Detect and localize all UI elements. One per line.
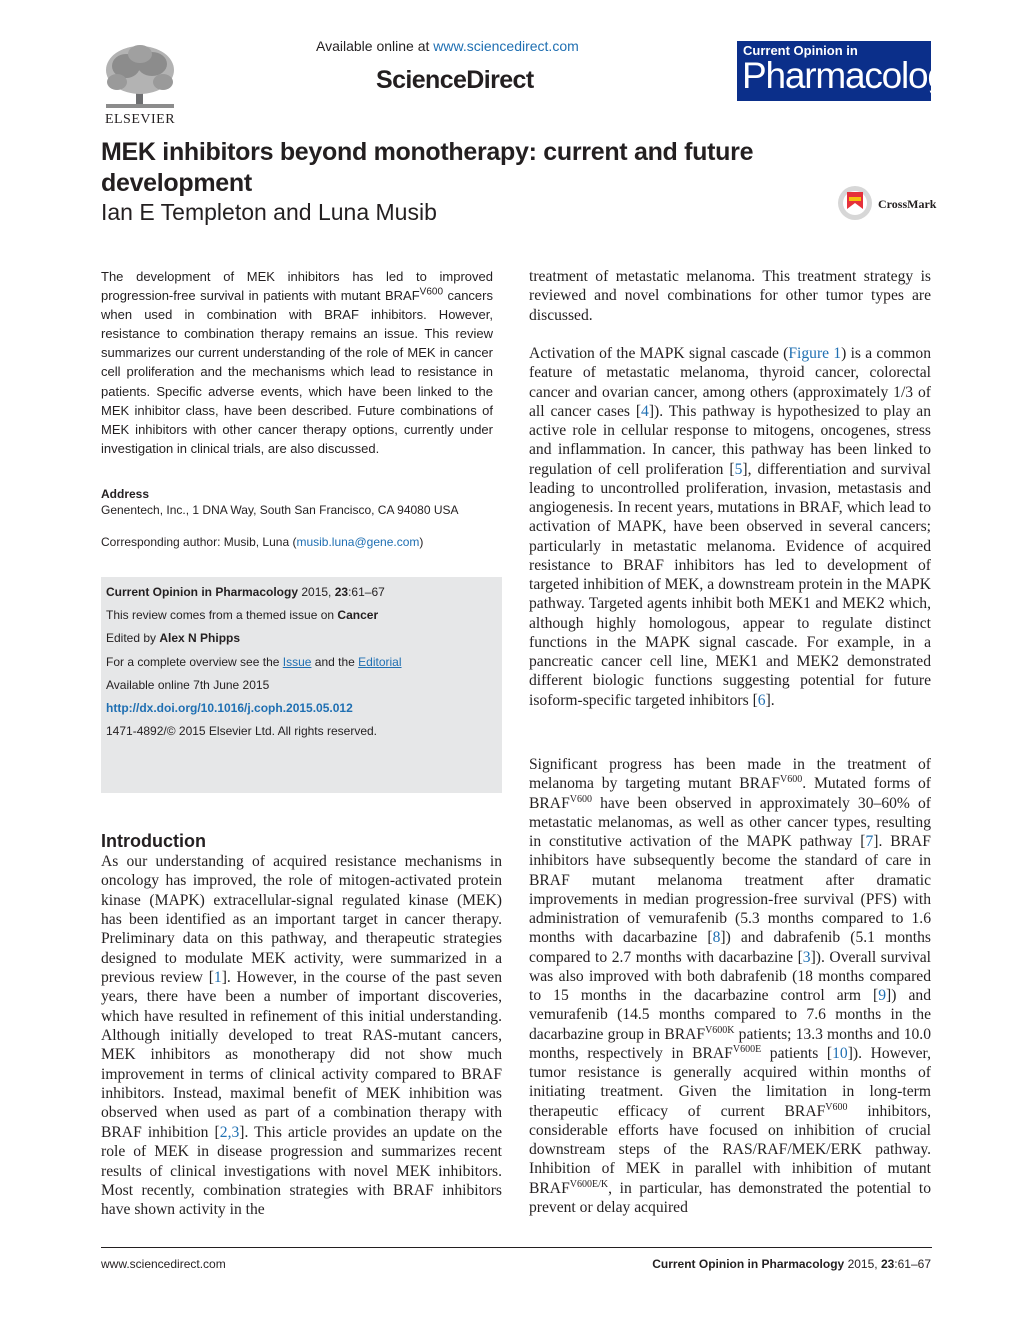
text-run: ], differentiation and survival leading to uncontrolled proliferation, invasion, metastasis and angiogenesis. In recent years, mutations in BRAF, which lead to activation of MAPK, have been observed in several cancers; particularly in metastatic melanoma. Evidence of acquired resistance to BRAF inhibitors has led to development of targeted inhibition of MEK, a downstream protein in the MAPK pathway. Targeted agents inhibit both MEK1 and MEK2 which, although highly homologous, appear to regulate distinct functions in the MAPK signal cascade. For example, in a pancreatic cancer cell line, MEK1 and MEK2 demonstrated different biologic functions suggesting potential for future isoform-specific targeted inhibitors [ xyxy=(529,460,931,709)
corresponding-author xyxy=(101,535,423,549)
footer-year: 2015, xyxy=(844,1257,881,1271)
text-run: Significant progress has been made in the treatment of melanoma by targeting mutant BRAF xyxy=(529,756,931,793)
address-heading: Address xyxy=(101,487,150,501)
editorial-link[interactable]: Editorial xyxy=(358,655,402,669)
crossmark-icon xyxy=(836,184,876,224)
text-run: , in particular, has demonstrated the potential to prevent or delay acquired xyxy=(529,1179,931,1216)
text-run: ]). This pathway is hypothesized to play an active role in cellular response to mitogens, oncogenes, stress and inflammation. In cancer, this pathway has been linked to regulation of cell proliferation [ xyxy=(529,402,931,478)
footer-pages: :61–67 xyxy=(894,1257,931,1271)
corresponding-prefix: Corresponding author: Musib, Luna ( xyxy=(101,535,297,549)
reference-link[interactable]: 6 xyxy=(757,691,766,709)
edited-prefix: Edited by xyxy=(106,631,160,645)
text-run: ) is a common feature of metastatic melanoma, thyroid cancer, colorectal cancer and ovarian cancer, among others (approximately 1/3 of all cancer cases [ xyxy=(529,345,931,420)
journal-logo-main: Pharmacology xyxy=(742,55,965,96)
text-run: As our understanding of acquired resistance mechanisms in oncology has improved, the role of mitogen-activated protein kinase (MAPK) extracellular-signal regulated kinase (MEK) has been identified as an important target in cancer therapy. Preliminary data on this pathway, and therapeutic strategies designed to modulate MEK activity, were summarized in a previous review [ xyxy=(101,853,502,987)
citation-pages: :61–67 xyxy=(348,585,385,599)
reference-link[interactable]: 1 xyxy=(213,969,222,987)
copyright-line: 1471-4892/© 2015 Elsevier Ltd. All rights reserved. xyxy=(106,724,377,738)
superscript: V600E xyxy=(732,1043,762,1055)
text-run: ]) and dabrafenib (5.1 months compared to 2.7 months with dacarbazine [ xyxy=(529,929,931,966)
right-paragraph-2 xyxy=(529,344,931,710)
publisher-wordmark: ELSEVIER xyxy=(104,112,176,127)
theme-prefix: This review comes from a themed issue on xyxy=(106,608,338,622)
reference-link[interactable]: 9 xyxy=(878,987,887,1004)
text-run: ]). However, tumor resistance is generally acquired within months of initiating treatment. Given the limitation in long-term therapeutic efficacy of current BRAF xyxy=(529,1044,932,1120)
superscript: V600 xyxy=(780,774,803,786)
text-run: Activation of the MAPK signal cascade ( xyxy=(529,345,789,362)
elsevier-logo xyxy=(100,42,180,128)
available-prefix: Available online at xyxy=(316,38,434,54)
crossmark-label: CrossMark xyxy=(878,197,937,211)
article-info-box xyxy=(101,577,502,793)
text-run: ]). Overall survival was also improved with both dabrafenib (18 months compared to 15 months in the dacarbazine control arm [ xyxy=(529,948,931,1004)
citation-year: 2015, xyxy=(298,585,335,599)
available-online-line xyxy=(316,38,579,54)
introduction-heading: Introduction xyxy=(101,831,206,851)
introduction-text xyxy=(101,852,502,1220)
doi-link[interactable]: http://dx.doi.org/10.1016/j.coph.2015.05.012 xyxy=(106,701,353,715)
text-run: cancers when used in combination with BRAF inhibitors. However, resistance to combination therapy remains an issue. This review summarizes our current understanding of the role of MEK in cancer cell proliferation and the mechanisms which lead to resistance in patients. Specific adverse events, which have been linked to the MEK inhibitor class, have been described. Future combinations of MEK inhibitors with other cancer therapy options, currently under investigation in clinical trials, are also discussed. xyxy=(101,288,493,456)
footer-volume: 23 xyxy=(880,1257,895,1271)
text-run: ]. This article provides an update on the role of MEK in disease progression and summarizes recent results of clinical investigations with novel MEK inhibitors. Most recently, combination strategies with BRAF inhibitors have shown activity in the xyxy=(101,1123,503,1219)
footer-citation xyxy=(652,1257,931,1271)
reference-link[interactable]: 8 xyxy=(712,929,721,947)
sciencedirect-brand: ScienceDirect xyxy=(376,66,534,94)
crossmark-badge[interactable] xyxy=(836,184,936,224)
text-run: ]. However, in the course of the past seven years, there have been a number of important discoveries, which have resulted in refinement of this initial understanding. Although initially developed to treat RAS-mutant cancers, MEK inhibitors as monotherapy did not show much improvement in terms of clinical activity compared to BRAF inhibitors. Instead, maximal benefit of MEK inhibition was observed when used as part of a combination therapy with BRAF inhibition [ xyxy=(101,969,502,1141)
article-authors: Ian E Templeton and Luna Musib xyxy=(101,199,437,225)
text-run: patients [ xyxy=(761,1044,833,1062)
footer-divider xyxy=(101,1247,932,1248)
edited-line xyxy=(106,631,240,645)
reference-link[interactable]: 10 xyxy=(832,1044,848,1062)
overview-prefix: For a complete overview see the xyxy=(106,655,283,669)
abstract xyxy=(101,267,493,458)
text-run: inhibitors, considerable efforts have focused on inhibition of crucial downstream steps of the RAS/RAF/MEK/ERK pathway. Inhibition of MEK in parallel with inhibition of mutant BRAF xyxy=(529,1102,931,1197)
issue-link[interactable]: Issue xyxy=(282,655,312,669)
overview-line xyxy=(106,655,402,669)
overview-mid: and the xyxy=(311,655,359,669)
text-run: treatment of metastatic melanoma. This treatment strategy is reviewed and novel combinations for other tumor types are discussed. xyxy=(529,268,931,324)
reference-link[interactable]: 4 xyxy=(641,402,649,420)
right-paragraph-3 xyxy=(529,755,931,1217)
text-run: . Mutated forms of BRAF xyxy=(529,775,931,812)
article-title: MEK inhibitors beyond monotherapy: current and future development xyxy=(101,138,754,197)
reference-link[interactable]: 7 xyxy=(865,833,874,850)
reference-link[interactable]: 5 xyxy=(734,460,743,478)
text-run: ]) and vemurafenib (14.5 months compared to 7.6 months in the dacarbazine group in BRAF xyxy=(529,987,931,1043)
right-paragraph-1 xyxy=(529,267,931,325)
superscript: V600 xyxy=(419,286,444,298)
available-online-date: Available online 7th June 2015 xyxy=(106,678,270,692)
sciencedirect-link[interactable]: www.sciencedirect.com xyxy=(433,38,579,54)
text-run: have been observed in approximately 30–60% of metastatic melanomas, as well as other cancer types, resulting in constitutive activation of the MAPK pathway [ xyxy=(529,794,931,850)
theme-line xyxy=(106,608,378,622)
address-text: Genentech, Inc., 1 DNA Way, South San Francisco, CA 94080 USA xyxy=(101,503,459,517)
citation-journal: Current Opinion in Pharmacology xyxy=(106,585,299,599)
footer-website[interactable]: www.sciencedirect.com xyxy=(101,1257,226,1271)
reference-link[interactable]: 3 xyxy=(802,948,811,966)
journal-logo-top: Current Opinion in xyxy=(743,43,858,58)
superscript: V600 xyxy=(825,1101,848,1113)
elsevier-tree-icon xyxy=(102,42,178,110)
corresponding-email-link[interactable]: musib.luna@gene.com xyxy=(296,535,420,549)
superscript: V600K xyxy=(705,1024,735,1036)
reference-link[interactable]: Figure 1 xyxy=(788,345,842,362)
text-run: ]. BRAF inhibitors have subsequently become the standard of care in BRAF mutant melanoma treatment after dramatic improvements in median progression-free survival (PFS) with administration of vemurafenib (5.3 months compared to 1.6 months with dacarbazine [ xyxy=(529,833,931,947)
editor-name: Alex N Phipps xyxy=(159,631,241,645)
citation-volume: 23 xyxy=(334,585,349,599)
footer-journal: Current Opinion in Pharmacology xyxy=(652,1257,845,1271)
text-run: ]. xyxy=(765,691,775,709)
reference-link[interactable]: 2,3 xyxy=(219,1123,240,1141)
journal-logo-box xyxy=(737,41,965,101)
citation-line xyxy=(106,585,385,599)
superscript: V600E/K xyxy=(569,1178,609,1190)
text-run: The development of MEK inhibitors has led to improved progression-free survival in patients with mutant BRAF xyxy=(101,269,493,304)
corresponding-suffix: ) xyxy=(419,535,424,549)
text-run: patients; 13.3 months and 10.0 months, respectively in BRAF xyxy=(529,1025,932,1062)
superscript: V600 xyxy=(569,793,592,805)
theme-name: Cancer xyxy=(337,608,379,622)
